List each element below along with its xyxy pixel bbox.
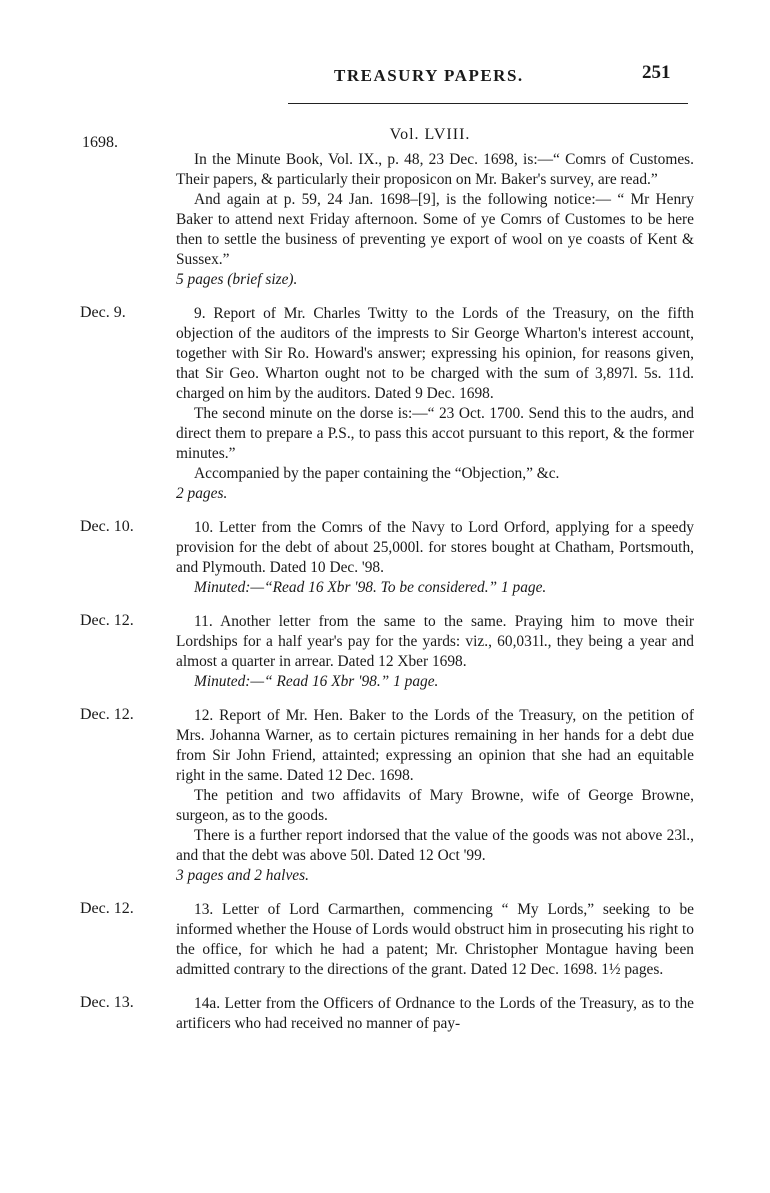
header-rule xyxy=(288,103,688,104)
intro-paragraph: In the Minute Book, Vol. IX., p. 48, 23 Dec. 1698, is:—“ Comrs of Customes. Their papers, & particularly their proposicon on Mr. Baker's survey, are read.” xyxy=(176,151,694,188)
entry-13 xyxy=(0,900,770,980)
entry-10 xyxy=(0,518,770,598)
running-title: TREASURY PAPERS. xyxy=(334,66,524,85)
entry-paragraph: 13. Letter of Lord Carmarthen, commencing “ My Lords,” seeking to be informed whether the House of Lords would obstruct him in prosecuting his right to the office, for which he had a patent; Mr. Christopher Montague having been admitted contrary to the directions of the grant. Dated 12 Dec. 1698. 1½ pages. xyxy=(176,901,694,978)
entry-14a xyxy=(0,994,770,1034)
entry-minute: Minuted:—“Read 16 Xbr '98. To be considered.” 1 page. xyxy=(194,579,547,596)
entry-body xyxy=(176,304,694,504)
entry-pages: 3 pages and 2 halves. xyxy=(176,867,309,884)
entries xyxy=(0,150,770,1048)
entry-paragraph: 9. Report of Mr. Charles Twitty to the Lords of the Treasury, on the fifth objection of the auditors of the imprests to Sir George Wharton's interest account, together with Sir Ro. Howard's answer; expressing his opinion, for reasons given, that Sir Geo. Wharton ought not to be charged with the sum of 3,897l. 5s. 11d. charged on him by the auditors. Dated 9 Dec. 1698. xyxy=(176,305,694,402)
entry-date: Dec. 12. xyxy=(80,706,134,723)
intro-body xyxy=(176,150,694,290)
entry-date: Dec. 12. xyxy=(80,612,134,629)
entry-paragraph: The second minute on the dorse is:—“ 23 Oct. 1700. Send this to the audrs, and direct them to prepare a P.S., to pass this accot pursuant to this report, & the former minutes.” xyxy=(176,405,694,462)
entry-11 xyxy=(0,612,770,692)
entry-body xyxy=(176,994,694,1034)
page-number: 251 xyxy=(642,62,671,83)
entry-paragraph: The petition and two affidavits of Mary Browne, wife of George Browne, surgeon, as to the goods. xyxy=(176,787,694,824)
entry-paragraph: Accompanied by the paper containing the “Objection,” &c. xyxy=(194,465,560,482)
entry-date: Dec. 13. xyxy=(80,994,134,1011)
entry-9 xyxy=(0,304,770,504)
entry-pages: 2 pages. xyxy=(176,485,228,502)
entry-body xyxy=(176,900,694,980)
entry-paragraph: 10. Letter from the Comrs of the Navy to Lord Orford, applying for a speedy provision for the debt of about 25,000l. for stores bought at Chatham, Portsmouth, and Plymouth. Dated 10 Dec. '98. xyxy=(176,519,694,576)
page-header xyxy=(0,62,770,92)
intro-entry xyxy=(0,150,770,290)
intro-pages: 5 pages (brief size). xyxy=(176,271,298,288)
intro-paragraph: And again at p. 59, 24 Jan. 1698–[9], is the following notice:— “ Mr Henry Baker to attend next Friday afternoon. Some of ye Comrs of Customes to be here then to settle the business of preventing ye export of wool on ye coasts of Kent & Sussex.” xyxy=(176,191,694,268)
entry-paragraph: 14a. Letter from the Officers of Ordnance to the Lords of the Treasury, as to the artificers who had received no manner of pay- xyxy=(176,995,694,1032)
entry-minute: Minuted:—“ Read 16 Xbr '98.” 1 page. xyxy=(194,673,439,690)
entry-body xyxy=(176,518,694,598)
entry-paragraph: There is a further report indorsed that the value of the goods was not above 23l., and that the debt was above 50l. Dated 12 Oct '99. xyxy=(176,827,694,864)
volume-heading: Vol. LVIII. xyxy=(389,126,471,143)
entry-paragraph: 11. Another letter from the same to the same. Praying him to move their Lordships for a half year's pay for the yards: viz., 60,031l., they being a year and almost a quarter in arrear. Dated 12 Xber 1698. xyxy=(176,613,694,670)
year-margin: 1698. xyxy=(82,134,118,151)
entry-paragraph: 12. Report of Mr. Hen. Baker to the Lords of the Treasury, on the petition of Mrs. Johanna Warner, as to certain pictures remaining in her hands for a debt due from Sir John Friend, attainted; expressing an opinion that she had an equitable right in the same. Dated 12 Dec. 1698. xyxy=(176,707,694,784)
entry-date: Dec. 9. xyxy=(80,304,126,321)
entry-12 xyxy=(0,706,770,886)
entry-body xyxy=(176,706,694,886)
entry-date: Dec. 10. xyxy=(80,518,134,535)
entry-body xyxy=(176,612,694,692)
entry-date: Dec. 12. xyxy=(80,900,134,917)
